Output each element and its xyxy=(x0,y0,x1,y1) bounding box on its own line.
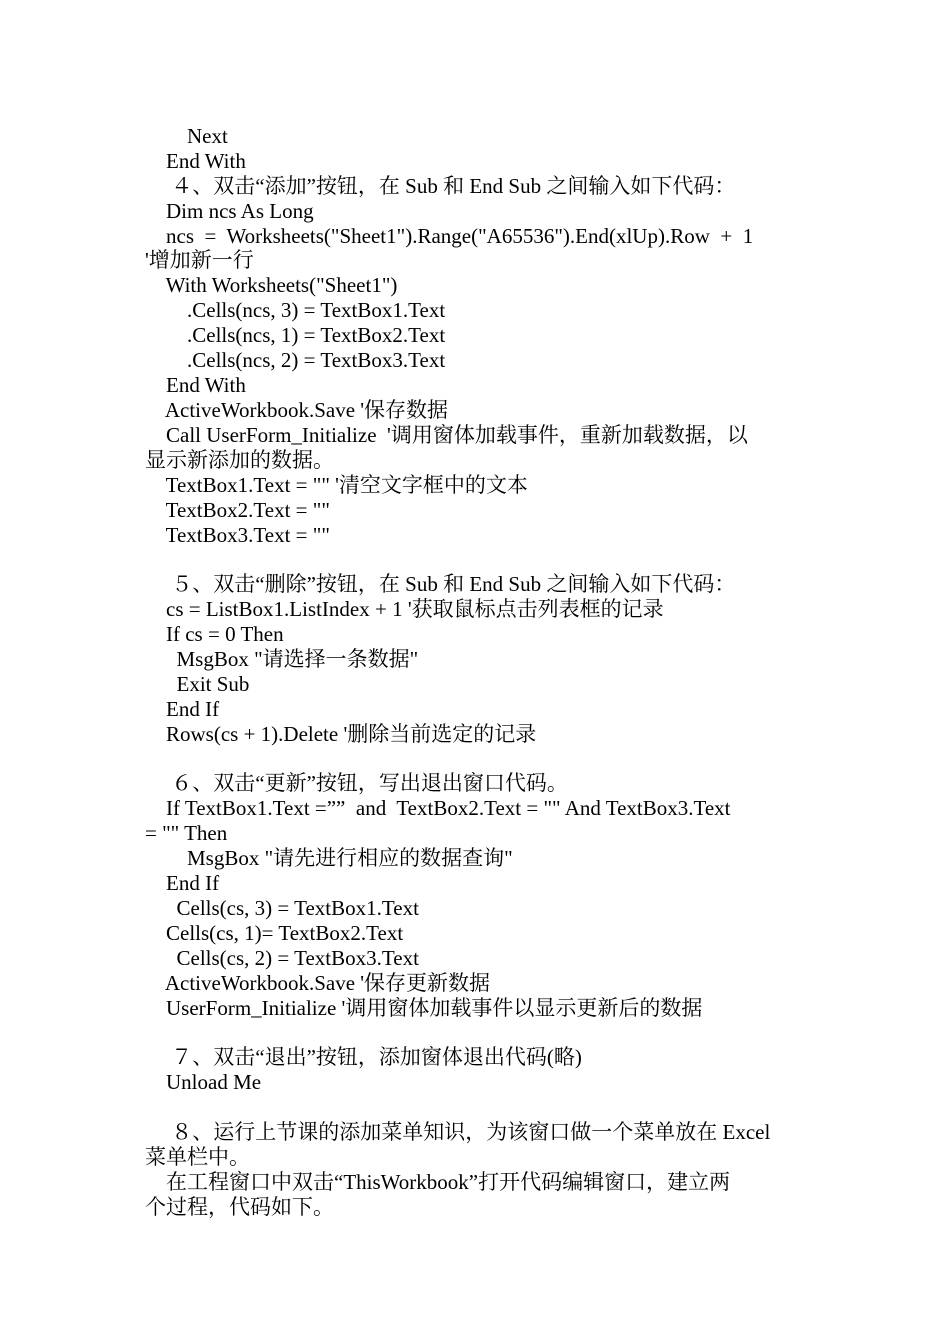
code-line: Dim ncs As Long xyxy=(145,199,314,223)
paragraph-line: 在工程窗口中双击“ThisWorkbook”打开代码编辑窗口，建立两 xyxy=(145,1170,731,1194)
step-8-heading: ８、运行上节课的添加菜单知识，为该窗口做一个菜单放在 Excel xyxy=(145,1120,771,1144)
step-7-heading: ７、双击“退出”按钮，添加窗体退出代码(略) xyxy=(145,1045,582,1069)
code-line: End With xyxy=(145,149,246,173)
blank-line xyxy=(145,747,807,772)
step-5-heading: ５、双击“删除”按钮，在 Sub 和 End Sub 之间输入如下代码： xyxy=(145,572,736,596)
code-line: With Worksheets("Sheet1") xyxy=(145,273,398,297)
code-line: '增加新一行 xyxy=(145,248,254,272)
code-line: .Cells(ncs, 3) = TextBox1.Text xyxy=(145,298,446,322)
step-6-heading: ６、双击“更新”按钮，写出退出窗口代码。 xyxy=(145,771,568,795)
code-line: If TextBox1.Text =”” and TextBox2.Text = "" And TextBox3.Text xyxy=(145,796,731,820)
code-line: Rows(cs + 1).Delete '删除当前选定的记录 xyxy=(145,722,537,746)
code-line: 显示新添加的数据。 xyxy=(145,448,334,472)
blank-line xyxy=(145,1095,807,1120)
code-line: End If xyxy=(145,871,220,895)
code-line: UserForm_Initialize '调用窗体加载事件以显示更新后的数据 xyxy=(145,996,703,1020)
blank-line xyxy=(145,548,807,573)
code-line: .Cells(ncs, 1) = TextBox2.Text xyxy=(145,323,446,347)
code-line: End If xyxy=(145,697,220,721)
code-line: TextBox3.Text = "" xyxy=(145,523,330,547)
code-line: TextBox2.Text = "" xyxy=(145,498,330,522)
code-line: ncs = Worksheets("Sheet1").Range("A65536").End(xlUp).Row + 1 xyxy=(145,224,754,248)
code-line: Exit Sub xyxy=(145,672,250,696)
code-line: MsgBox "请先进行相应的数据查询" xyxy=(145,846,513,870)
code-line: .Cells(ncs, 2) = TextBox3.Text xyxy=(145,348,446,372)
paragraph-line: 菜单栏中。 xyxy=(145,1145,250,1169)
step-4-heading: ４、双击“添加”按钮，在 Sub 和 End Sub 之间输入如下代码： xyxy=(145,174,736,198)
code-line: MsgBox "请选择一条数据" xyxy=(145,647,419,671)
code-line: ActiveWorkbook.Save '保存更新数据 xyxy=(145,971,491,995)
code-line: Cells(cs, 3) = TextBox1.Text xyxy=(145,896,419,920)
code-line: = "" Then xyxy=(145,821,228,845)
code-line: If cs = 0 Then xyxy=(145,622,284,646)
code-line: Cells(cs, 2) = TextBox3.Text xyxy=(145,946,419,970)
code-line: Unload Me xyxy=(145,1070,262,1094)
code-line: TextBox1.Text = "" '清空文字框中的文本 xyxy=(145,473,528,497)
code-line: cs = ListBox1.ListIndex + 1 '获取鼠标点击列表框的记录 xyxy=(145,597,664,621)
code-line: ActiveWorkbook.Save '保存数据 xyxy=(145,398,449,422)
code-line: Call UserForm_Initialize '调用窗体加载事件，重新加载数据，以 xyxy=(145,423,748,447)
code-line: Next xyxy=(145,124,228,148)
blank-line xyxy=(145,1020,807,1045)
code-line: End With xyxy=(145,373,246,397)
paragraph-line: 个过程，代码如下。 xyxy=(145,1195,334,1219)
code-line: Cells(cs, 1)= TextBox2.Text xyxy=(145,921,404,945)
